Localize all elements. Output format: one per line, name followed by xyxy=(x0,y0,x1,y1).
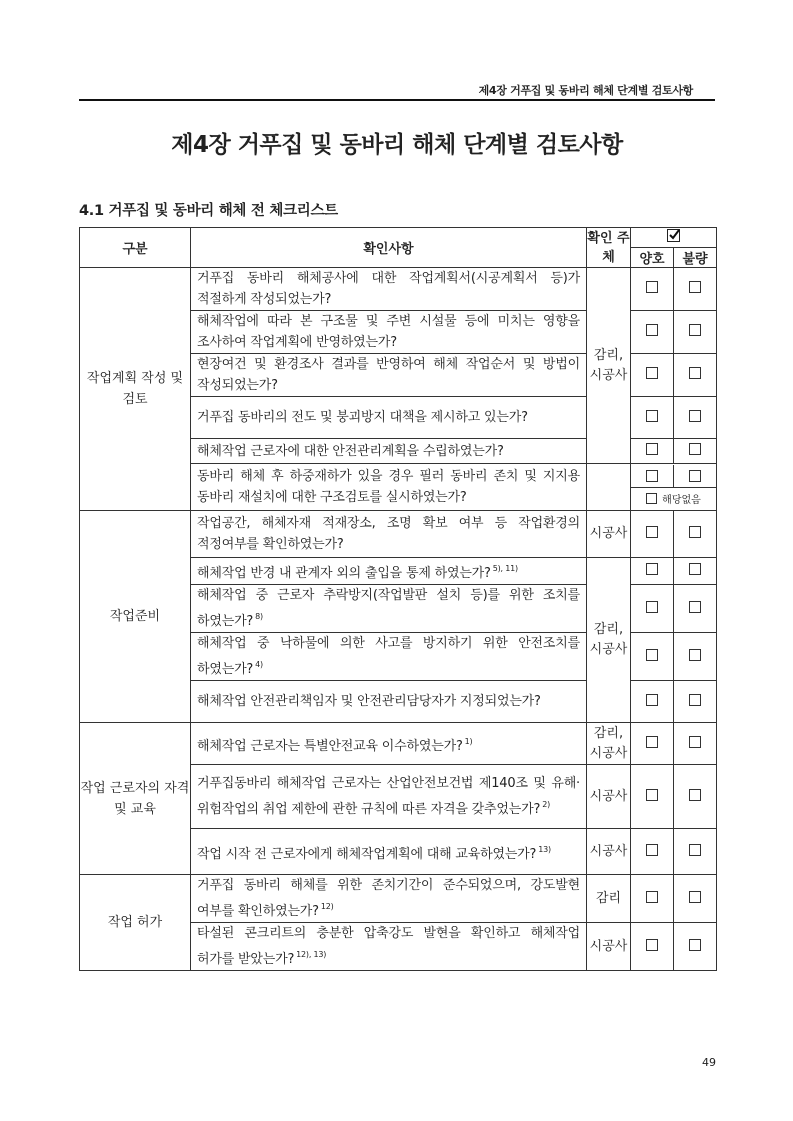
good-checkbox[interactable] xyxy=(646,789,658,801)
check-item: 해체작업 중 근로자 추락방지(작업발판 설치 등)를 위한 조치를 하였는가? $^{8)}$ xyxy=(191,585,587,633)
reference-note: 13) xyxy=(538,844,551,854)
confirmer-cell: 감리, 시공사 xyxy=(587,558,631,723)
good-checkbox[interactable] xyxy=(646,844,658,856)
good-checkbox[interactable] xyxy=(646,694,658,706)
check-item: 거푸집 동바리 해체를 위한 존치기간이 준수되었으며, 강도발현 여부를 확인하였는가? $^{12)}$ xyxy=(191,875,587,923)
check-item-text: 해체작업에 따라 본 구조물 및 주변 시설물 등에 미치는 영향을 조사하여 작업계획에 반영하였는가? xyxy=(191,311,587,354)
header-rule xyxy=(79,99,715,101)
good-checkbox[interactable] xyxy=(646,563,658,575)
check-item: 타설된 콘크리트의 충분한 압축강도 발현을 확인하고 해체작업 허가를 받았는가? $^{12), 13)}$ xyxy=(191,923,587,971)
good-checkbox[interactable] xyxy=(646,443,658,455)
confirmer-cell: 시공사 xyxy=(587,923,631,971)
bad-checkbox[interactable] xyxy=(689,367,701,379)
header-item: 확인사항 xyxy=(191,228,587,268)
category-cell: 작업 허가 xyxy=(80,875,191,971)
good-checkbox[interactable] xyxy=(646,281,658,293)
bad-checkbox[interactable] xyxy=(689,281,701,293)
running-header: 제4장 거푸집 및 동바리 해체 단계별 검토사항 xyxy=(478,84,693,97)
bad-checkbox[interactable] xyxy=(689,649,701,661)
confirmer-cell: 시공사 xyxy=(587,511,631,558)
bad-checkbox[interactable] xyxy=(689,891,701,903)
confirmer-cell: 시공사 xyxy=(587,829,631,875)
checklist-table xyxy=(79,227,717,971)
header-check xyxy=(631,228,717,248)
good-checkbox[interactable] xyxy=(646,601,658,613)
good-checkbox[interactable] xyxy=(646,649,658,661)
confirmer-cell-empty xyxy=(587,464,631,511)
check-item-text: 작업공간, 해체자재 적재장소, 조명 확보 여부 등 작업환경의 적정여부를 확인하였는가? xyxy=(191,511,587,558)
page-number: 49 xyxy=(702,1056,716,1069)
bad-checkbox[interactable] xyxy=(689,563,701,575)
header-category: 구분 xyxy=(80,228,191,268)
reference-note: 5), 11) xyxy=(492,564,518,573)
category-cell: 작업계획 작성 및 검토 xyxy=(80,268,191,511)
not-applicable-option[interactable]: 해당없음 xyxy=(646,491,701,506)
bad-checkbox[interactable] xyxy=(689,789,701,801)
section-title: 4.1 거푸집 및 동바리 해체 전 체크리스트 xyxy=(79,203,338,219)
check-item: 해체작업 반경 내 관계자 외의 출입을 통제 하였는가? $^{5), 11)}$ xyxy=(191,558,587,585)
bad-checkbox[interactable] xyxy=(689,736,701,748)
check-item-text: 거푸집 동바리의 전도 및 붕괴방지 대책을 제시하고 있는가? xyxy=(191,397,587,439)
header-good: 양호 xyxy=(631,248,674,268)
not-applicable-checkbox[interactable] xyxy=(646,493,657,504)
good-checkbox[interactable] xyxy=(646,470,658,482)
checked-box-icon xyxy=(667,229,680,242)
confirmer-cell: 감리 xyxy=(587,875,631,923)
category-cell: 작업준비 xyxy=(80,511,191,723)
reference-note: 1) xyxy=(464,736,473,746)
confirmer-cell: 감리, 시공사 xyxy=(587,268,631,464)
bad-checkbox[interactable] xyxy=(689,526,701,538)
check-item: 해체작업 근로자는 특별안전교육 이수하였는가? $^{1)}$ xyxy=(191,723,587,765)
bad-checkbox[interactable] xyxy=(689,694,701,706)
good-checkbox[interactable] xyxy=(646,367,658,379)
check-item-text: 현장여건 및 환경조사 결과를 반영하여 해체 작업순서 및 방법이 작성되었는가? xyxy=(191,354,587,397)
check-item-text: 거푸집 동바리 해체공사에 대한 작업계획서(시공계획서 등)가 적절하게 작성되었는가? xyxy=(191,268,587,311)
confirmer-cell: 시공사 xyxy=(587,765,631,829)
category-cell: 작업 근로자의 자격 및 교육 xyxy=(80,723,191,875)
bad-checkbox[interactable] xyxy=(689,443,701,455)
good-checkbox[interactable] xyxy=(646,736,658,748)
bad-checkbox[interactable] xyxy=(689,410,701,422)
good-checkbox[interactable] xyxy=(646,410,658,422)
bad-checkbox[interactable] xyxy=(689,939,701,951)
bad-checkbox[interactable] xyxy=(689,844,701,856)
bad-checkbox[interactable] xyxy=(689,601,701,613)
confirmer-cell: 감리, 시공사 xyxy=(587,723,631,765)
check-item: 해체작업 중 낙하물에 의한 사고를 방지하기 위한 안전조치를 하였는가? $^{4)}$ xyxy=(191,633,587,681)
reference-note: 12) xyxy=(320,902,334,911)
good-checkbox[interactable] xyxy=(646,891,658,903)
good-checkbox[interactable] xyxy=(646,939,658,951)
reference-note: 8) xyxy=(255,612,263,621)
reference-note: 12), 13) xyxy=(296,950,327,959)
check-item-text: 해체작업 안전관리책임자 및 안전관리담당자가 지정되었는가? xyxy=(191,681,587,723)
header-bad: 불량 xyxy=(674,248,717,268)
reference-note: 2) xyxy=(542,800,550,809)
bad-checkbox[interactable] xyxy=(689,470,701,482)
good-checkbox[interactable] xyxy=(646,526,658,538)
reference-note: 4) xyxy=(255,660,263,669)
good-checkbox[interactable] xyxy=(646,324,658,336)
header-confirmer: 확인 주체 xyxy=(587,228,631,268)
check-item-text: 해체작업 근로자에 대한 안전관리계획을 수립하였는가? xyxy=(191,439,587,464)
chapter-title: 제4장 거푸집 및 동바리 해체 단계별 검토사항 xyxy=(171,132,623,158)
check-item-text: 동바리 해체 후 하중재하가 있을 경우 필러 동바리 존치 및 지지용 동바리 재설치에 대한 구조검토를 실시하였는가? xyxy=(191,464,587,511)
check-item: 작업 시작 전 근로자에게 해체작업계획에 대해 교육하였는가? $^{13)}$ xyxy=(191,829,587,875)
check-item: 거푸집동바리 해체작업 근로자는 산업안전보건법 제140조 및 유해·위험작업의 취업 제한에 관한 규칙에 따른 자격을 갖추었는가? $^{2)}$ xyxy=(191,765,587,829)
bad-checkbox[interactable] xyxy=(689,324,701,336)
